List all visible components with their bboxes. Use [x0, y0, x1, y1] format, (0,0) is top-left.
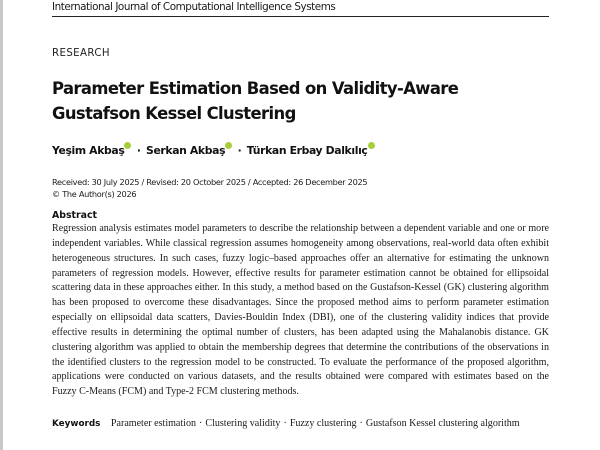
author-name[interactable]: Türkan Erbay Dalkılıç [246, 144, 368, 157]
header-rule [52, 16, 549, 17]
author-name[interactable]: Yeşim Akbaş [52, 144, 125, 157]
keyword: Gustafson Kessel clustering algorithm [365, 418, 520, 429]
keyword-separator: · [283, 418, 287, 429]
keywords-label: Keywords [52, 419, 101, 429]
orcid-icon[interactable] [225, 142, 232, 149]
publication-history [52, 177, 367, 200]
author-separator: · [237, 144, 242, 157]
orcid-icon[interactable] [368, 142, 375, 149]
article-title [52, 76, 532, 126]
dates-line: Received: 30 July 2025 / Revised: 20 October 2025 / Accepted: 26 December 2025 [52, 177, 368, 187]
keyword: Fuzzy clustering [289, 418, 357, 429]
copyright-line: © The Author(s) 2026 [52, 188, 137, 199]
section-label: RESEARCH [52, 48, 110, 59]
keyword: Clustering validity [205, 418, 281, 429]
author-name[interactable]: Serkan Akbaş [146, 144, 226, 157]
keyword-separator: · [199, 418, 203, 429]
abstract-text: Regression analysis estimates model parameters to describe the relationship between a dependent variable and one or more independent variables. While classical regression assumes homogeneity among observations, real-world data often exhibit heterogeneous structures. In such cases, fuzzy logic–based approaches offer an alternative for estimating the unknown parameters of regression models. However, effective results for parameter estimation cannot be obtained for ellipsoidal scattering data in these approaches either. In this study, a method based on the Gustafson-Kessel (GK) clustering algorithm has been proposed to overcome these disadvantages. Since the proposed method aims to perform parameter estimation especially on ellipsoidal data scatters, Davies-Bouldin Index (DBI), one of the clustering validity indices that provide effective results in determining the optimal number of clusters, has been adapted using the Mahalanobis distance. GK clustering algorithm was applied to obtain the membership degrees that determine the contributions of the observations in the identified clusters to the regression model to be constructed. To evaluate the performance of the proposed algorithm, applications were conducted on various datasets, and the results obtained were compared with estimates based on the Fuzzy C-Means (FCM) and Type-2 FCM clustering methods. [52, 223, 549, 398]
abstract-heading: Abstract [52, 210, 98, 221]
keywords-section [52, 417, 549, 432]
keyword: Parameter estimation [110, 418, 197, 429]
journal-name: International Journal of Computational Intelligence Systems [52, 1, 336, 13]
author-list [52, 142, 375, 157]
keyword-separator: · [359, 418, 363, 429]
title-line-2: Gustafson Kessel Clustering [52, 104, 296, 123]
title-line-1: Parameter Estimation Based on Validity-Aware [52, 79, 459, 98]
orcid-icon[interactable] [124, 142, 131, 149]
author-separator: · [136, 144, 141, 157]
page-edge [0, 0, 3, 450]
